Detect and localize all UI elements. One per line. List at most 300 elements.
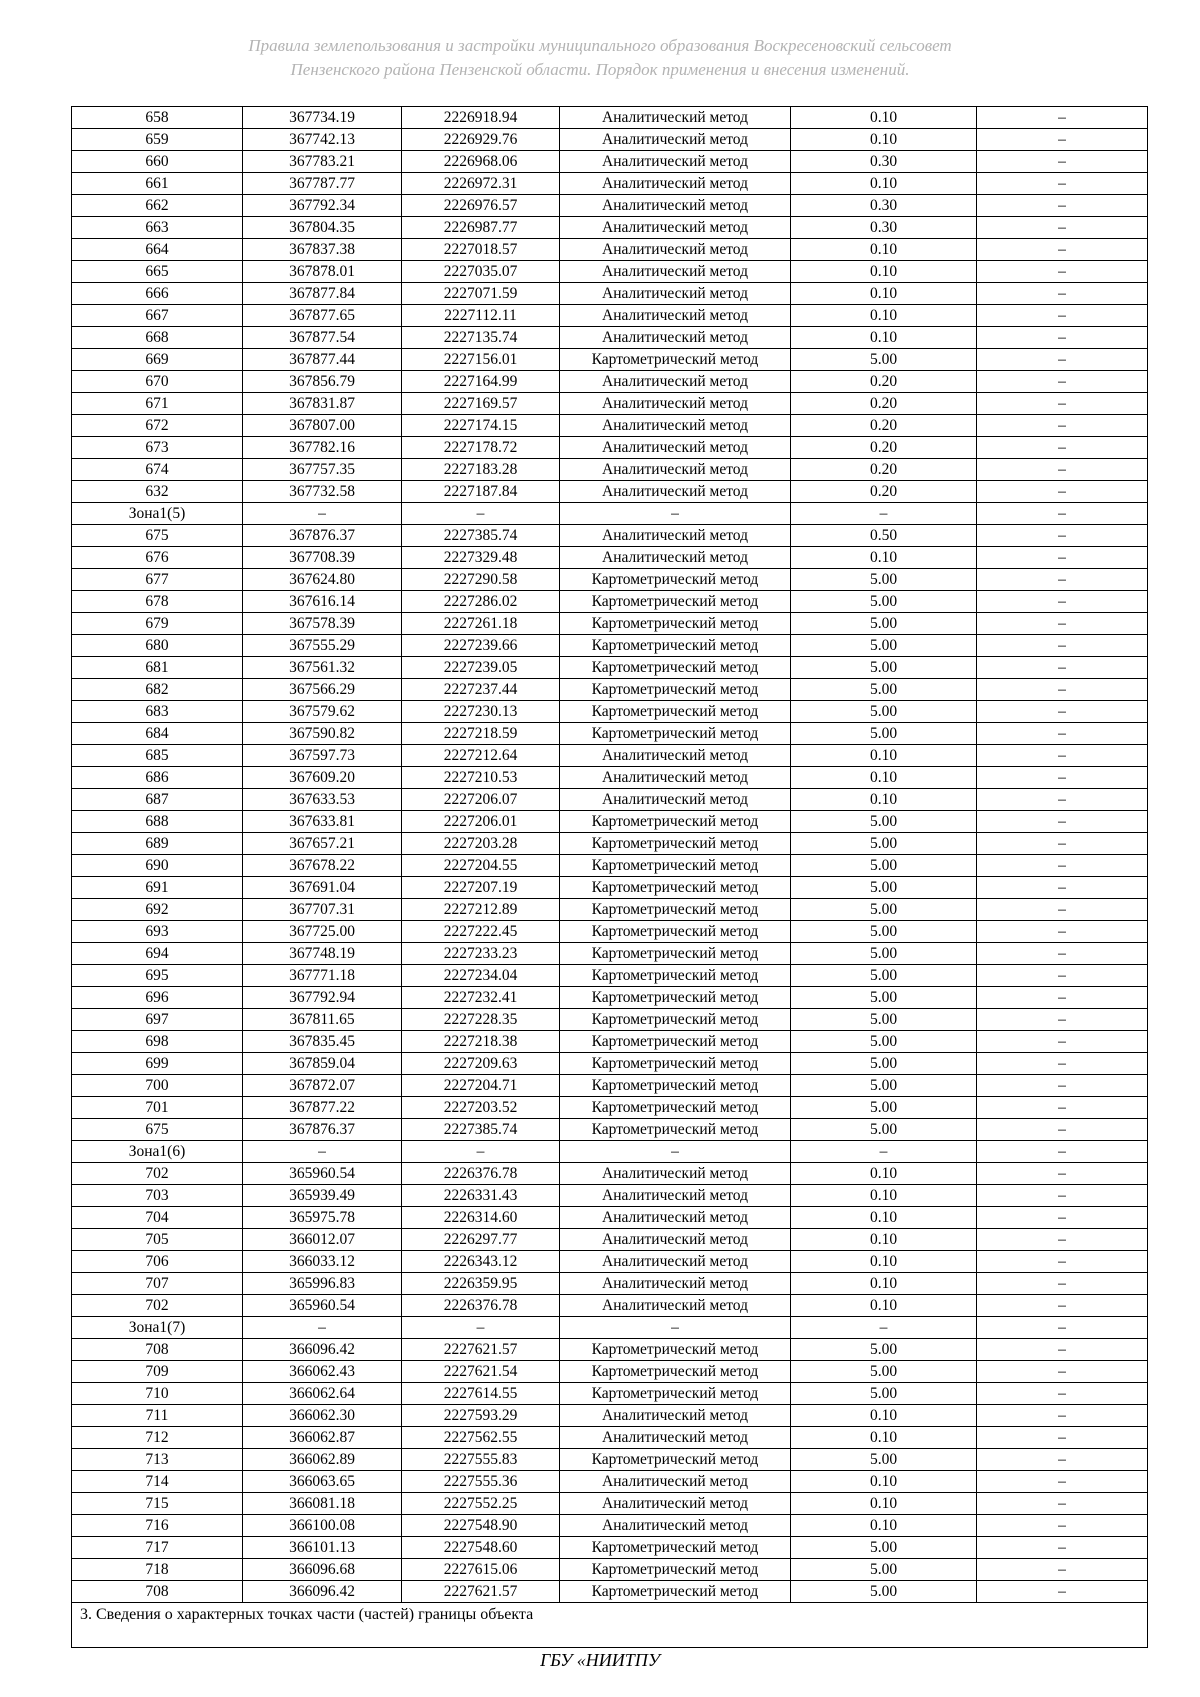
- x-coordinate-cell: 367811.65: [243, 1009, 402, 1031]
- description-cell: –: [977, 371, 1148, 393]
- table-row: [72, 899, 1148, 921]
- table-row: [72, 1185, 1148, 1207]
- table-row: [72, 261, 1148, 283]
- description-cell: –: [977, 437, 1148, 459]
- accuracy-cell: 5.00: [791, 1053, 977, 1075]
- y-coordinate-cell: 2227228.35: [402, 1009, 560, 1031]
- table-row: [72, 283, 1148, 305]
- description-cell: –: [977, 283, 1148, 305]
- method-cell: Аналитический метод: [560, 261, 791, 283]
- accuracy-cell: 5.00: [791, 349, 977, 371]
- method-cell: Картометрический метод: [560, 591, 791, 613]
- x-coordinate-cell: 367831.87: [243, 393, 402, 415]
- description-cell: –: [977, 943, 1148, 965]
- table-row: [72, 1031, 1148, 1053]
- method-cell: Аналитический метод: [560, 1515, 791, 1537]
- method-cell: Аналитический метод: [560, 745, 791, 767]
- description-cell: –: [977, 1163, 1148, 1185]
- table-row: [72, 613, 1148, 635]
- x-coordinate-cell: 365960.54: [243, 1163, 402, 1185]
- method-cell: Картометрический метод: [560, 657, 791, 679]
- x-coordinate-cell: 367877.54: [243, 327, 402, 349]
- section-note-row: [72, 1603, 1148, 1648]
- y-coordinate-cell: 2227232.41: [402, 987, 560, 1009]
- description-cell: –: [977, 613, 1148, 635]
- table-row: [72, 789, 1148, 811]
- x-coordinate-cell: 366063.65: [243, 1471, 402, 1493]
- accuracy-cell: 0.10: [791, 129, 977, 151]
- accuracy-cell: 5.00: [791, 1559, 977, 1581]
- table-row: [72, 657, 1148, 679]
- point-number-cell: Зона1(6): [72, 1141, 243, 1163]
- method-cell: Аналитический метод: [560, 1273, 791, 1295]
- y-coordinate-cell: 2227230.13: [402, 701, 560, 723]
- table-row: [72, 943, 1148, 965]
- accuracy-cell: 0.10: [791, 261, 977, 283]
- description-cell: –: [977, 1251, 1148, 1273]
- accuracy-cell: 5.00: [791, 1119, 977, 1141]
- method-cell: Аналитический метод: [560, 107, 791, 129]
- table-row: [72, 481, 1148, 503]
- point-number-cell: 669: [72, 349, 243, 371]
- y-coordinate-cell: 2227239.05: [402, 657, 560, 679]
- method-cell: Аналитический метод: [560, 1251, 791, 1273]
- x-coordinate-cell: 367633.81: [243, 811, 402, 833]
- table-row: [72, 349, 1148, 371]
- accuracy-cell: 5.00: [791, 921, 977, 943]
- accuracy-cell: 5.00: [791, 613, 977, 635]
- point-number-cell: 692: [72, 899, 243, 921]
- table-row: [72, 1295, 1148, 1317]
- point-number-cell: 685: [72, 745, 243, 767]
- description-cell: –: [977, 987, 1148, 1009]
- method-cell: Аналитический метод: [560, 393, 791, 415]
- accuracy-cell: 5.00: [791, 1361, 977, 1383]
- point-number-cell: 687: [72, 789, 243, 811]
- description-cell: –: [977, 1449, 1148, 1471]
- page-footer: ГБУ «НИИТПУ: [540, 1650, 660, 1670]
- table-row: [72, 1053, 1148, 1075]
- point-number-cell: 702: [72, 1163, 243, 1185]
- method-cell: Аналитический метод: [560, 1229, 791, 1251]
- accuracy-cell: 0.10: [791, 239, 977, 261]
- y-coordinate-cell: 2227209.63: [402, 1053, 560, 1075]
- description-cell: –: [977, 965, 1148, 987]
- accuracy-cell: 5.00: [791, 723, 977, 745]
- y-coordinate-cell: –: [402, 1317, 560, 1339]
- x-coordinate-cell: 366062.30: [243, 1405, 402, 1427]
- description-cell: –: [977, 899, 1148, 921]
- description-cell: –: [977, 1317, 1148, 1339]
- x-coordinate-cell: 367734.19: [243, 107, 402, 129]
- description-cell: –: [977, 327, 1148, 349]
- method-cell: Аналитический метод: [560, 481, 791, 503]
- description-cell: –: [977, 1097, 1148, 1119]
- accuracy-cell: 5.00: [791, 943, 977, 965]
- accuracy-cell: 0.20: [791, 459, 977, 481]
- description-cell: –: [977, 503, 1148, 525]
- accuracy-cell: 0.10: [791, 1229, 977, 1251]
- y-coordinate-cell: 2227174.15: [402, 415, 560, 437]
- method-cell: Картометрический метод: [560, 679, 791, 701]
- description-cell: –: [977, 591, 1148, 613]
- method-cell: Картометрический метод: [560, 921, 791, 943]
- accuracy-cell: 5.00: [791, 1449, 977, 1471]
- y-coordinate-cell: 2227218.38: [402, 1031, 560, 1053]
- table-row: [72, 1097, 1148, 1119]
- y-coordinate-cell: 2227615.06: [402, 1559, 560, 1581]
- description-cell: –: [977, 1471, 1148, 1493]
- y-coordinate-cell: 2227555.83: [402, 1449, 560, 1471]
- method-cell: Картометрический метод: [560, 723, 791, 745]
- point-number-cell: 682: [72, 679, 243, 701]
- point-number-cell: 660: [72, 151, 243, 173]
- y-coordinate-cell: 2226343.12: [402, 1251, 560, 1273]
- x-coordinate-cell: 367807.00: [243, 415, 402, 437]
- table-row: [72, 151, 1148, 173]
- description-cell: –: [977, 1559, 1148, 1581]
- table-row: [72, 1515, 1148, 1537]
- accuracy-cell: 0.50: [791, 525, 977, 547]
- table-row: [72, 437, 1148, 459]
- accuracy-cell: 0.20: [791, 415, 977, 437]
- y-coordinate-cell: –: [402, 1141, 560, 1163]
- point-number-cell: 701: [72, 1097, 243, 1119]
- description-cell: –: [977, 679, 1148, 701]
- method-cell: Картометрический метод: [560, 987, 791, 1009]
- method-cell: Аналитический метод: [560, 195, 791, 217]
- y-coordinate-cell: 2227035.07: [402, 261, 560, 283]
- x-coordinate-cell: 367691.04: [243, 877, 402, 899]
- point-number-cell: 666: [72, 283, 243, 305]
- x-coordinate-cell: 366012.07: [243, 1229, 402, 1251]
- table-row: [72, 1229, 1148, 1251]
- x-coordinate-cell: 367678.22: [243, 855, 402, 877]
- accuracy-cell: 0.20: [791, 437, 977, 459]
- y-coordinate-cell: 2226297.77: [402, 1229, 560, 1251]
- y-coordinate-cell: 2227212.64: [402, 745, 560, 767]
- y-coordinate-cell: 2226976.57: [402, 195, 560, 217]
- method-cell: Аналитический метод: [560, 283, 791, 305]
- point-number-cell: 710: [72, 1383, 243, 1405]
- x-coordinate-cell: 366062.87: [243, 1427, 402, 1449]
- x-coordinate-cell: 367877.22: [243, 1097, 402, 1119]
- table-row: [72, 327, 1148, 349]
- point-number-cell: 662: [72, 195, 243, 217]
- method-cell: Аналитический метод: [560, 371, 791, 393]
- zone-header-row: [72, 1317, 1148, 1339]
- accuracy-cell: 5.00: [791, 855, 977, 877]
- accuracy-cell: –: [791, 1317, 977, 1339]
- point-number-cell: 694: [72, 943, 243, 965]
- method-cell: Картометрический метод: [560, 1449, 791, 1471]
- x-coordinate-cell: 367787.77: [243, 173, 402, 195]
- table-row: [72, 767, 1148, 789]
- y-coordinate-cell: 2227552.25: [402, 1493, 560, 1515]
- description-cell: –: [977, 173, 1148, 195]
- description-cell: –: [977, 195, 1148, 217]
- point-number-cell: 675: [72, 1119, 243, 1141]
- y-coordinate-cell: 2227385.74: [402, 525, 560, 547]
- accuracy-cell: 0.10: [791, 1295, 977, 1317]
- y-coordinate-cell: 2227204.71: [402, 1075, 560, 1097]
- table-row: [72, 877, 1148, 899]
- point-number-cell: 699: [72, 1053, 243, 1075]
- description-cell: –: [977, 1537, 1148, 1559]
- table-row: [72, 547, 1148, 569]
- y-coordinate-cell: 2226331.43: [402, 1185, 560, 1207]
- method-cell: Картометрический метод: [560, 349, 791, 371]
- y-coordinate-cell: 2227156.01: [402, 349, 560, 371]
- point-number-cell: 705: [72, 1229, 243, 1251]
- table-row: [72, 129, 1148, 151]
- method-cell: Аналитический метод: [560, 1185, 791, 1207]
- x-coordinate-cell: –: [243, 1141, 402, 1163]
- method-cell: –: [560, 1141, 791, 1163]
- accuracy-cell: 5.00: [791, 591, 977, 613]
- point-number-cell: 659: [72, 129, 243, 151]
- x-coordinate-cell: 367859.04: [243, 1053, 402, 1075]
- point-number-cell: 717: [72, 1537, 243, 1559]
- point-number-cell: 696: [72, 987, 243, 1009]
- accuracy-cell: 0.10: [791, 789, 977, 811]
- point-number-cell: 689: [72, 833, 243, 855]
- y-coordinate-cell: 2227204.55: [402, 855, 560, 877]
- table-row: [72, 173, 1148, 195]
- accuracy-cell: 5.00: [791, 1009, 977, 1031]
- accuracy-cell: 0.10: [791, 1185, 977, 1207]
- x-coordinate-cell: 367877.44: [243, 349, 402, 371]
- table-row: [72, 855, 1148, 877]
- table-row: [72, 965, 1148, 987]
- description-cell: –: [977, 569, 1148, 591]
- description-cell: –: [977, 1295, 1148, 1317]
- header-line-2: Пензенского района Пензенской области. Порядок применения и внесения изменений.: [290, 60, 910, 79]
- point-number-cell: 686: [72, 767, 243, 789]
- y-coordinate-cell: 2227164.99: [402, 371, 560, 393]
- x-coordinate-cell: 367616.14: [243, 591, 402, 613]
- table-row: [72, 1339, 1148, 1361]
- x-coordinate-cell: 367876.37: [243, 525, 402, 547]
- point-number-cell: 679: [72, 613, 243, 635]
- x-coordinate-cell: 366100.08: [243, 1515, 402, 1537]
- y-coordinate-cell: 2227112.11: [402, 305, 560, 327]
- x-coordinate-cell: 366096.42: [243, 1581, 402, 1603]
- x-coordinate-cell: 367792.34: [243, 195, 402, 217]
- y-coordinate-cell: 2227210.53: [402, 767, 560, 789]
- x-coordinate-cell: 366096.68: [243, 1559, 402, 1581]
- method-cell: Аналитический метод: [560, 1493, 791, 1515]
- x-coordinate-cell: 367856.79: [243, 371, 402, 393]
- x-coordinate-cell: 367878.01: [243, 261, 402, 283]
- accuracy-cell: 5.00: [791, 987, 977, 1009]
- y-coordinate-cell: 2227261.18: [402, 613, 560, 635]
- description-cell: –: [977, 855, 1148, 877]
- method-cell: Картометрический метод: [560, 1031, 791, 1053]
- accuracy-cell: 5.00: [791, 657, 977, 679]
- description-cell: –: [977, 1185, 1148, 1207]
- accuracy-cell: 0.10: [791, 1405, 977, 1427]
- method-cell: Картометрический метод: [560, 1559, 791, 1581]
- description-cell: –: [977, 349, 1148, 371]
- point-number-cell: 703: [72, 1185, 243, 1207]
- description-cell: –: [977, 217, 1148, 239]
- accuracy-cell: 0.10: [791, 173, 977, 195]
- method-cell: Картометрический метод: [560, 1075, 791, 1097]
- y-coordinate-cell: 2227187.84: [402, 481, 560, 503]
- method-cell: Аналитический метод: [560, 459, 791, 481]
- description-cell: –: [977, 129, 1148, 151]
- point-number-cell: 674: [72, 459, 243, 481]
- method-cell: Картометрический метод: [560, 855, 791, 877]
- point-number-cell: 712: [72, 1427, 243, 1449]
- x-coordinate-cell: 367732.58: [243, 481, 402, 503]
- point-number-cell: 704: [72, 1207, 243, 1229]
- accuracy-cell: 0.10: [791, 1471, 977, 1493]
- accuracy-cell: 0.20: [791, 393, 977, 415]
- accuracy-cell: 0.10: [791, 327, 977, 349]
- table-row: [72, 305, 1148, 327]
- method-cell: Картометрический метод: [560, 1053, 791, 1075]
- y-coordinate-cell: –: [402, 503, 560, 525]
- table-row: [72, 1119, 1148, 1141]
- points-table-body: [72, 107, 1148, 1603]
- description-cell: –: [977, 1515, 1148, 1537]
- y-coordinate-cell: 2227218.59: [402, 723, 560, 745]
- table-row: [72, 1581, 1148, 1603]
- y-coordinate-cell: 2227203.52: [402, 1097, 560, 1119]
- table-row: [72, 459, 1148, 481]
- x-coordinate-cell: 367609.20: [243, 767, 402, 789]
- accuracy-cell: –: [791, 503, 977, 525]
- y-coordinate-cell: 2226376.78: [402, 1295, 560, 1317]
- method-cell: Картометрический метод: [560, 1537, 791, 1559]
- x-coordinate-cell: 366062.43: [243, 1361, 402, 1383]
- accuracy-cell: 0.20: [791, 371, 977, 393]
- y-coordinate-cell: 2227621.57: [402, 1581, 560, 1603]
- method-cell: Аналитический метод: [560, 415, 791, 437]
- method-cell: Аналитический метод: [560, 151, 791, 173]
- method-cell: Картометрический метод: [560, 1097, 791, 1119]
- accuracy-cell: 5.00: [791, 1537, 977, 1559]
- table-row: [72, 1405, 1148, 1427]
- points-table: [71, 106, 1148, 1648]
- accuracy-cell: 5.00: [791, 965, 977, 987]
- x-coordinate-cell: –: [243, 503, 402, 525]
- y-coordinate-cell: 2227183.28: [402, 459, 560, 481]
- y-coordinate-cell: 2226972.31: [402, 173, 560, 195]
- table-row: [72, 833, 1148, 855]
- accuracy-cell: 0.10: [791, 1515, 977, 1537]
- accuracy-cell: 0.20: [791, 481, 977, 503]
- x-coordinate-cell: 367876.37: [243, 1119, 402, 1141]
- accuracy-cell: 5.00: [791, 1339, 977, 1361]
- description-cell: –: [977, 767, 1148, 789]
- table-row: [72, 1427, 1148, 1449]
- point-number-cell: 683: [72, 701, 243, 723]
- description-cell: –: [977, 547, 1148, 569]
- accuracy-cell: 0.10: [791, 283, 977, 305]
- accuracy-cell: 5.00: [791, 833, 977, 855]
- x-coordinate-cell: 367590.82: [243, 723, 402, 745]
- x-coordinate-cell: 367792.94: [243, 987, 402, 1009]
- x-coordinate-cell: 367708.39: [243, 547, 402, 569]
- method-cell: Аналитический метод: [560, 1163, 791, 1185]
- zone-header-row: [72, 503, 1148, 525]
- section-note: 3. Сведения о характерных точках части (частей) границы объекта: [72, 1603, 1148, 1648]
- description-cell: –: [977, 1339, 1148, 1361]
- x-coordinate-cell: 367757.35: [243, 459, 402, 481]
- method-cell: Картометрический метод: [560, 1119, 791, 1141]
- x-coordinate-cell: 367561.32: [243, 657, 402, 679]
- table-row: [72, 525, 1148, 547]
- description-cell: –: [977, 833, 1148, 855]
- table-row: [72, 987, 1148, 1009]
- y-coordinate-cell: 2227237.44: [402, 679, 560, 701]
- accuracy-cell: 0.10: [791, 1273, 977, 1295]
- x-coordinate-cell: 365996.83: [243, 1273, 402, 1295]
- y-coordinate-cell: 2227178.72: [402, 437, 560, 459]
- table-row: [72, 921, 1148, 943]
- description-cell: –: [977, 305, 1148, 327]
- method-cell: Аналитический метод: [560, 173, 791, 195]
- point-number-cell: 700: [72, 1075, 243, 1097]
- x-coordinate-cell: 367742.13: [243, 129, 402, 151]
- y-coordinate-cell: 2227234.04: [402, 965, 560, 987]
- description-cell: –: [977, 1581, 1148, 1603]
- point-number-cell: Зона1(5): [72, 503, 243, 525]
- method-cell: Аналитический метод: [560, 1427, 791, 1449]
- table-row: [72, 745, 1148, 767]
- method-cell: Картометрический метод: [560, 943, 791, 965]
- x-coordinate-cell: 367597.73: [243, 745, 402, 767]
- point-number-cell: 698: [72, 1031, 243, 1053]
- accuracy-cell: 5.00: [791, 1581, 977, 1603]
- accuracy-cell: 0.10: [791, 745, 977, 767]
- accuracy-cell: 5.00: [791, 899, 977, 921]
- point-number-cell: 671: [72, 393, 243, 415]
- description-cell: –: [977, 811, 1148, 833]
- x-coordinate-cell: 367579.62: [243, 701, 402, 723]
- table-row: [72, 239, 1148, 261]
- point-number-cell: 706: [72, 1251, 243, 1273]
- y-coordinate-cell: 2227548.60: [402, 1537, 560, 1559]
- accuracy-cell: 5.00: [791, 1097, 977, 1119]
- method-cell: Аналитический метод: [560, 1471, 791, 1493]
- description-cell: –: [977, 877, 1148, 899]
- table-row: [72, 1273, 1148, 1295]
- point-number-cell: 718: [72, 1559, 243, 1581]
- method-cell: –: [560, 1317, 791, 1339]
- table-row: [72, 1471, 1148, 1493]
- point-number-cell: 678: [72, 591, 243, 613]
- method-cell: Картометрический метод: [560, 1581, 791, 1603]
- point-number-cell: 663: [72, 217, 243, 239]
- accuracy-cell: 0.10: [791, 1493, 977, 1515]
- table-row: [72, 1163, 1148, 1185]
- table-row: [72, 195, 1148, 217]
- y-coordinate-cell: 2227212.89: [402, 899, 560, 921]
- accuracy-cell: 5.00: [791, 1075, 977, 1097]
- description-cell: –: [977, 1273, 1148, 1295]
- description-cell: –: [977, 701, 1148, 723]
- point-number-cell: Зона1(7): [72, 1317, 243, 1339]
- page-header: [0, 34, 1200, 82]
- table-row: [72, 1537, 1148, 1559]
- method-cell: Аналитический метод: [560, 437, 791, 459]
- description-cell: –: [977, 393, 1148, 415]
- table-row: [72, 415, 1148, 437]
